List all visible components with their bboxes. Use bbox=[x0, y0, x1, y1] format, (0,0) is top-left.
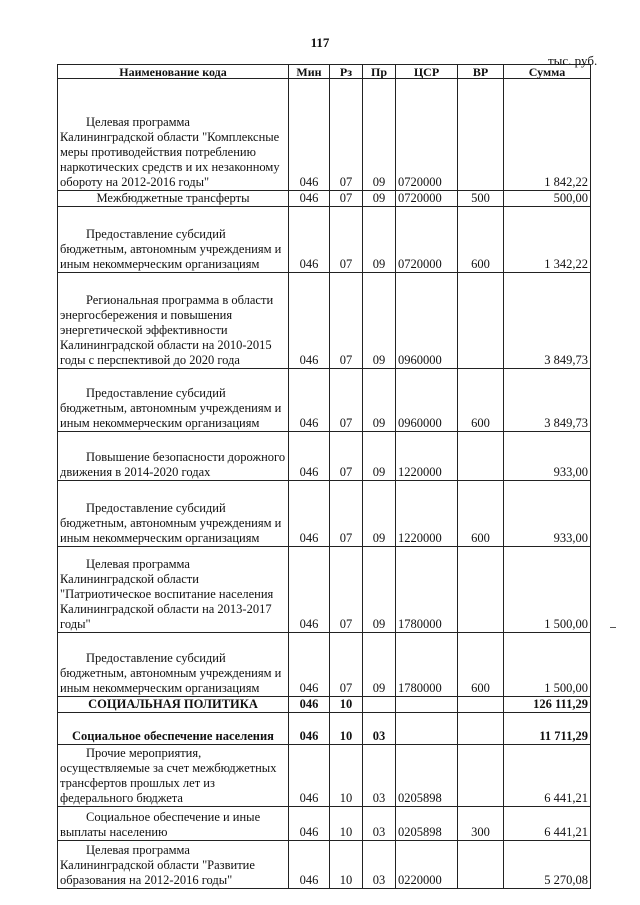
row-sum: 11 711,29 bbox=[504, 713, 591, 745]
row-sum: 1 500,00 bbox=[504, 547, 591, 633]
row-rz: 10 bbox=[330, 841, 363, 889]
table-row bbox=[58, 745, 591, 807]
row-rz: 07 bbox=[330, 207, 363, 273]
row-min: 046 bbox=[289, 807, 330, 841]
row-pr: 03 bbox=[363, 807, 396, 841]
row-sum: 3 849,73 bbox=[504, 369, 591, 432]
row-sum: 5 270,08 bbox=[504, 841, 591, 889]
row-vr: 600 bbox=[458, 369, 504, 432]
row-csr: 0720000 bbox=[396, 79, 458, 191]
table-row bbox=[58, 369, 591, 432]
row-pr: 09 bbox=[363, 273, 396, 369]
row-rz: 10 bbox=[330, 713, 363, 745]
row-pr: 09 bbox=[363, 369, 396, 432]
page-number: 117 bbox=[310, 35, 330, 50]
row-vr: 500 bbox=[458, 191, 504, 207]
row-sum: 1 342,22 bbox=[504, 207, 591, 273]
row-min: 046 bbox=[289, 79, 330, 191]
row-sum: 3 849,73 bbox=[504, 273, 591, 369]
row-pr: 09 bbox=[363, 191, 396, 207]
row-rz: 07 bbox=[330, 191, 363, 207]
row-csr: 0960000 bbox=[396, 273, 458, 369]
header-csr: ЦСР bbox=[396, 65, 458, 79]
row-vr bbox=[458, 432, 504, 481]
header-min: Мин bbox=[289, 65, 330, 79]
row-min: 046 bbox=[289, 273, 330, 369]
row-csr: 0205898 bbox=[396, 745, 458, 807]
table-row bbox=[58, 633, 591, 697]
row-csr: 0720000 bbox=[396, 191, 458, 207]
table-row bbox=[58, 841, 591, 889]
row-min: 046 bbox=[289, 745, 330, 807]
row-vr bbox=[458, 713, 504, 745]
row-name: Социальное обеспечение и иные выплаты населению bbox=[58, 807, 289, 841]
row-pr: 09 bbox=[363, 207, 396, 273]
row-pr: 09 bbox=[363, 481, 396, 547]
row-name: Целевая программа Калининградской области "Комплексные меры противодействия потреблению наркотических средств и их незаконному обороту на 2012-2016 годы" bbox=[58, 79, 289, 191]
row-name: Прочие мероприятия, осуществляемые за счет межбюджетных трансфертов прошлых лет из федерального бюджета bbox=[58, 745, 289, 807]
row-min: 046 bbox=[289, 432, 330, 481]
row-sum: 6 441,21 bbox=[504, 745, 591, 807]
row-csr: 1780000 bbox=[396, 633, 458, 697]
row-rz: 07 bbox=[330, 369, 363, 432]
row-name: Предоставление субсидий бюджетным, автономным учреждениям и иным некоммерческим организациям bbox=[58, 481, 289, 547]
row-rz: 07 bbox=[330, 273, 363, 369]
row-vr bbox=[458, 745, 504, 807]
row-name: Предоставление субсидий бюджетным, автономным учреждениям и иным некоммерческим организациям bbox=[58, 633, 289, 697]
row-vr bbox=[458, 547, 504, 633]
table-row bbox=[58, 207, 591, 273]
row-rz: 10 bbox=[330, 745, 363, 807]
table-row bbox=[58, 713, 591, 745]
row-sum: 500,00 bbox=[504, 191, 591, 207]
row-sum: 933,00 bbox=[504, 481, 591, 547]
header-vr: ВР bbox=[458, 65, 504, 79]
row-sum: 6 441,21 bbox=[504, 807, 591, 841]
header-rz: Рз bbox=[330, 65, 363, 79]
row-min: 046 bbox=[289, 207, 330, 273]
row-min: 046 bbox=[289, 369, 330, 432]
row-rz: 07 bbox=[330, 633, 363, 697]
row-name: Предоставление субсидий бюджетным, автономным учреждениям и иным некоммерческим организациям bbox=[58, 369, 289, 432]
row-min: 046 bbox=[289, 481, 330, 547]
row-name: Социальное обеспечение населения bbox=[58, 713, 289, 745]
row-csr: 0220000 bbox=[396, 841, 458, 889]
row-vr: 600 bbox=[458, 207, 504, 273]
units-label: тыс. руб. bbox=[548, 53, 598, 68]
row-pr bbox=[363, 697, 396, 713]
row-csr: 1220000 bbox=[396, 432, 458, 481]
row-name: Целевая программа Калининградской области "Развитие образования на 2012-2016 годы" bbox=[58, 841, 289, 889]
row-vr bbox=[458, 273, 504, 369]
row-pr: 03 bbox=[363, 745, 396, 807]
row-pr: 09 bbox=[363, 79, 396, 191]
row-pr: 03 bbox=[363, 841, 396, 889]
table-row bbox=[58, 191, 591, 207]
row-name: Предоставление субсидий бюджетным, автономным учреждениям и иным некоммерческим организациям bbox=[58, 207, 289, 273]
row-name: Межбюджетные трансферты bbox=[58, 191, 289, 207]
budget-table bbox=[57, 64, 591, 889]
margin-mark bbox=[610, 627, 616, 628]
row-csr: 0720000 bbox=[396, 207, 458, 273]
row-sum: 1 842,22 bbox=[504, 79, 591, 191]
row-name: Целевая программа Калининградской области "Патриотическое воспитание населения Калининградской области на 2013-2017 годы" bbox=[58, 547, 289, 633]
row-min: 046 bbox=[289, 547, 330, 633]
row-min: 046 bbox=[289, 191, 330, 207]
table-row bbox=[58, 273, 591, 369]
table-row bbox=[58, 432, 591, 481]
table-header-row bbox=[58, 65, 591, 79]
row-pr: 09 bbox=[363, 432, 396, 481]
table-row bbox=[58, 697, 591, 713]
row-pr: 09 bbox=[363, 547, 396, 633]
row-csr bbox=[396, 713, 458, 745]
row-pr: 03 bbox=[363, 713, 396, 745]
row-rz: 07 bbox=[330, 547, 363, 633]
header-name: Наименование кода bbox=[58, 65, 289, 79]
row-csr: 1780000 bbox=[396, 547, 458, 633]
row-csr bbox=[396, 697, 458, 713]
row-rz: 07 bbox=[330, 481, 363, 547]
row-vr: 600 bbox=[458, 633, 504, 697]
row-min: 046 bbox=[289, 633, 330, 697]
row-vr: 600 bbox=[458, 481, 504, 547]
table-row bbox=[58, 807, 591, 841]
row-sum: 126 111,29 bbox=[504, 697, 591, 713]
table-row bbox=[58, 547, 591, 633]
header-sum: Сумма bbox=[504, 65, 591, 79]
row-vr bbox=[458, 841, 504, 889]
row-name: СОЦИАЛЬНАЯ ПОЛИТИКА bbox=[58, 697, 289, 713]
table-row bbox=[58, 79, 591, 191]
row-rz: 07 bbox=[330, 79, 363, 191]
row-vr bbox=[458, 79, 504, 191]
row-rz: 10 bbox=[330, 697, 363, 713]
table-row bbox=[58, 481, 591, 547]
row-sum: 933,00 bbox=[504, 432, 591, 481]
row-csr: 0205898 bbox=[396, 807, 458, 841]
row-min: 046 bbox=[289, 841, 330, 889]
row-min: 046 bbox=[289, 713, 330, 745]
row-name: Повышение безопасности дорожного движения в 2014-2020 годах bbox=[58, 432, 289, 481]
row-min: 046 bbox=[289, 697, 330, 713]
row-rz: 07 bbox=[330, 432, 363, 481]
row-sum: 1 500,00 bbox=[504, 633, 591, 697]
row-vr: 300 bbox=[458, 807, 504, 841]
row-vr bbox=[458, 697, 504, 713]
row-csr: 1220000 bbox=[396, 481, 458, 547]
row-pr: 09 bbox=[363, 633, 396, 697]
row-csr: 0960000 bbox=[396, 369, 458, 432]
header-pr: Пр bbox=[363, 65, 396, 79]
row-name: Региональная программа в области энергосбережения и повышения энергетической эффективности Калининградской области на 2010-2015 годы с перспективой до 2020 года bbox=[58, 273, 289, 369]
row-rz: 10 bbox=[330, 807, 363, 841]
